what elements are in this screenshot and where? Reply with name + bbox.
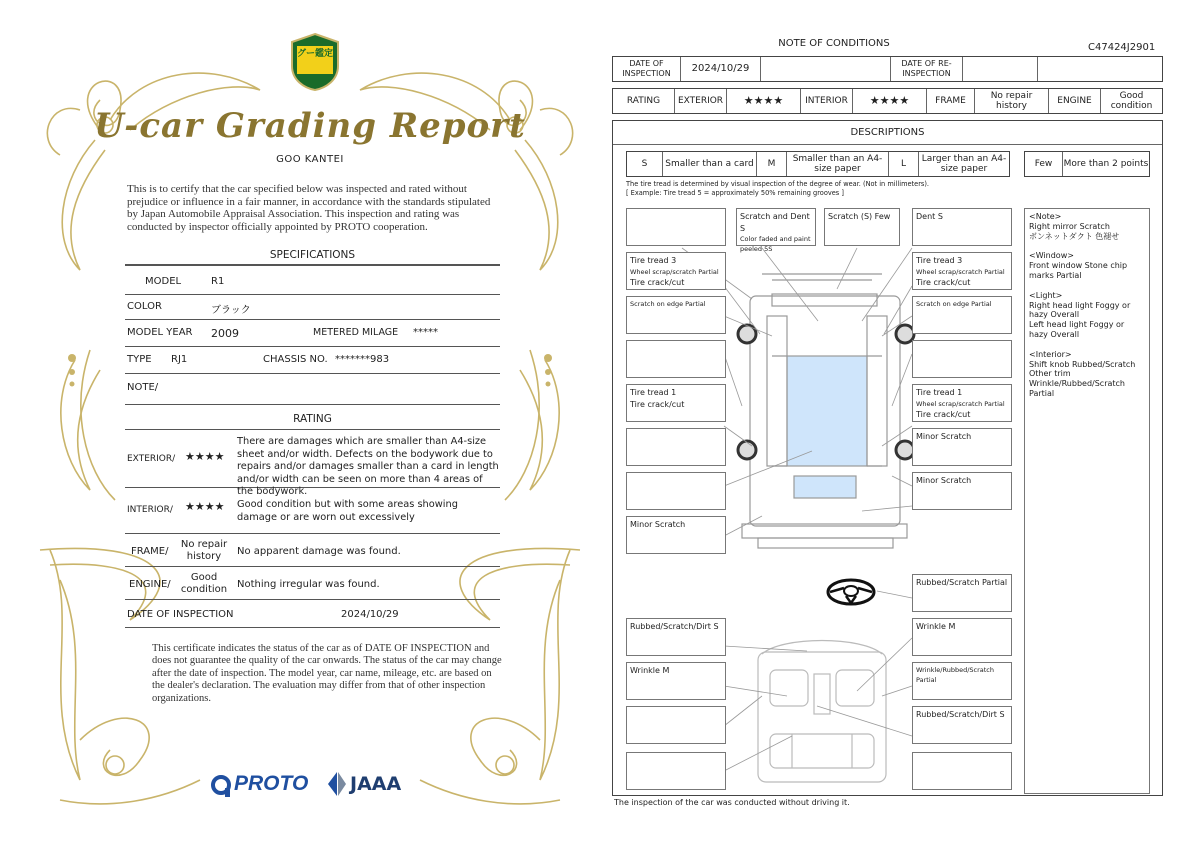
callout-text: Minor Scratch bbox=[630, 520, 686, 529]
right-callout-box-6 bbox=[912, 472, 1012, 510]
note-heading: <Interior> bbox=[1029, 349, 1072, 359]
specifications-heading: SPECIFICATIONS bbox=[269, 249, 356, 261]
engine-label: ENGINE bbox=[1049, 89, 1101, 113]
legend-key-few: Few bbox=[1025, 152, 1063, 176]
tread-note-2: [ Example: Tire tread 5 = approximately 50% remaining grooves ] bbox=[626, 189, 844, 197]
callout-text: Tire tread 3 bbox=[630, 256, 677, 265]
callout-text: Tire crack/cut bbox=[630, 399, 685, 409]
rating-row-frame bbox=[125, 538, 500, 567]
callout-box-front-center: Scratch (S) Few bbox=[824, 208, 900, 246]
callout-text: Minor Scratch bbox=[916, 476, 972, 485]
note-line: Right mirror Scratch bbox=[1029, 221, 1110, 231]
legend-text-few: More than 2 points bbox=[1063, 159, 1149, 169]
rating-row-exterior bbox=[125, 434, 500, 497]
legend-text-m: Smaller than an A4-size paper bbox=[787, 152, 889, 176]
chassis-value: *******983 bbox=[335, 354, 390, 365]
left-callout-box-11 bbox=[626, 752, 726, 790]
jaaa-logo: JAAA bbox=[350, 773, 402, 795]
callout-text: Wheel scrap/scratch Partial bbox=[916, 267, 1005, 276]
callout-text: Wrinkle M bbox=[630, 666, 670, 675]
callout-text: Minor Scratch bbox=[916, 432, 972, 441]
engine-value: Good condition bbox=[1110, 91, 1153, 111]
right-callout-box-5 bbox=[912, 428, 1012, 466]
callout-text: Wheel scrap/scratch Partial bbox=[916, 399, 1005, 408]
sheet-code: C47424J2901 bbox=[1088, 42, 1156, 53]
callout-text: Rubbed/Scratch Partial bbox=[916, 578, 1008, 587]
note-line: ボンネットダクト 色褪せ bbox=[1029, 231, 1120, 241]
legend-key-s: S bbox=[627, 152, 663, 176]
metered-mileage-value: ***** bbox=[413, 327, 438, 338]
left-callout-box-6 bbox=[626, 472, 726, 510]
callout-box-top-left bbox=[626, 208, 726, 246]
rating-row-interior bbox=[125, 492, 500, 534]
callout-text: Tire crack/cut bbox=[630, 277, 685, 287]
frame-description: No apparent damage was found. bbox=[237, 546, 401, 557]
left-callout-box-3 bbox=[626, 340, 726, 378]
left-callout-box-2 bbox=[626, 296, 726, 334]
proto-logo-icon bbox=[210, 774, 236, 798]
exterior-label: EXTERIOR/ bbox=[127, 454, 176, 464]
date-value: 2024/10/29 bbox=[341, 609, 399, 620]
sheet-title: NOTE OF CONDITIONS bbox=[778, 38, 890, 49]
note-group bbox=[1029, 251, 1145, 280]
left-callout-box-9 bbox=[626, 662, 726, 700]
certificate-disclaimer: This certificate indicates the status of the car as of DATE OF INSPECTION and does not guarantee the quality of the car onwards. The status of the car may change after the date of inspection. The model year, car name, mileage, etc. are based on the dealer's declaration. The evaluation may differ from that of other inspection organizations. bbox=[152, 643, 502, 704]
rating-heading: RATING bbox=[293, 413, 332, 425]
callout-text: Tire tread 1 bbox=[630, 388, 677, 397]
certification-statement: This is to certify that the car specified below was inspected and rated without prejudice or influence in a fair manner, in accordance with the standards stipulated by Japan Automobile Appraisal Association. This inspection and rating was conducted by inspector officially appointed by PROTO cooperation. bbox=[127, 183, 491, 233]
interior-label: INTERIOR/ bbox=[127, 505, 173, 515]
tread-note-1: The tire tread is determined by visual inspection of the degree of wear. (Not in millimeters). bbox=[626, 180, 930, 188]
note-line: Wrinkle/Rubbed/Scratch Partial bbox=[1029, 379, 1125, 398]
notes-list bbox=[1029, 212, 1145, 399]
goo-kantei-badge-logo bbox=[288, 32, 342, 92]
legend-key-l: L bbox=[889, 152, 919, 176]
spec-row-color bbox=[125, 298, 500, 320]
callout-text: Wheel scrap/scratch Partial bbox=[630, 267, 719, 276]
callout-text: Scratch on edge Partial bbox=[630, 300, 706, 308]
frame-label: FRAME bbox=[927, 89, 975, 113]
callout-text: Rubbed/Scratch/Dirt S bbox=[630, 622, 719, 631]
reinspection-label: DATE OF RE-INSPECTION bbox=[891, 57, 963, 81]
frame-value: No repair history bbox=[180, 539, 228, 562]
spec-row-model bbox=[125, 273, 500, 295]
left-callout-box-5 bbox=[626, 428, 726, 466]
callout-text: Wrinkle/Rubbed/Scratch Partial bbox=[916, 666, 994, 684]
color-value: ブラック bbox=[211, 305, 251, 316]
descriptions-heading: DESCRIPTIONS bbox=[613, 121, 1162, 145]
report-subtitle: GOO KANTEI bbox=[276, 154, 344, 165]
callout-text: Tire crack/cut bbox=[916, 409, 971, 419]
note-label: NOTE/ bbox=[127, 382, 159, 393]
callout-text: Tire crack/cut bbox=[916, 277, 971, 287]
right-callout-box-7 bbox=[912, 574, 1012, 612]
note-heading: <Note> bbox=[1029, 212, 1062, 221]
callout-text: Scratch on edge Partial bbox=[916, 300, 992, 308]
metered-mileage-label: METERED MILAGE bbox=[313, 327, 399, 338]
frame-value: No repair history bbox=[975, 89, 1049, 113]
exterior-stars: ★★★★ bbox=[727, 89, 801, 113]
callout-text: Rubbed/Scratch/Dirt S bbox=[916, 710, 1005, 719]
right-callout-box-8 bbox=[912, 618, 1012, 656]
note-line: Right head light Foggy or hazy Overall bbox=[1029, 300, 1131, 320]
legend-text-l: Larger than an A4-size paper bbox=[921, 154, 1007, 174]
date-of-inspection-value: 2024/10/29 bbox=[681, 57, 761, 81]
exterior-stars: ★★★★ bbox=[185, 450, 225, 463]
engine-description: Nothing irregular was found. bbox=[237, 579, 380, 590]
model-year-value: 2009 bbox=[211, 327, 239, 340]
right-callout-box-11 bbox=[912, 752, 1012, 790]
right-callout-box-9 bbox=[912, 662, 1012, 700]
note-group bbox=[1029, 212, 1145, 241]
left-callout-box-8 bbox=[626, 618, 726, 656]
chassis-label: CHASSIS NO. bbox=[263, 354, 328, 365]
interior-stars: ★★★★ bbox=[185, 500, 225, 513]
rating-label: RATING bbox=[613, 89, 675, 113]
right-callout-box-3 bbox=[912, 340, 1012, 378]
note-group bbox=[1029, 350, 1145, 399]
logos-area bbox=[210, 770, 440, 800]
right-callout-box-1 bbox=[912, 252, 1012, 290]
proto-logo: PROTO bbox=[234, 772, 309, 795]
date-of-inspection-label: DATE OF INSPECTION bbox=[613, 57, 681, 81]
callout-text: Wrinkle M bbox=[916, 622, 956, 631]
callout-box-front-left: Scratch and Dent S Color faded and paint peeled 5S bbox=[736, 208, 816, 246]
note-line: Shift knob Rubbed/Scratch Other trim bbox=[1029, 359, 1136, 379]
exterior-label: EXTERIOR bbox=[675, 89, 727, 113]
model-label: MODEL bbox=[145, 276, 182, 287]
interior-description: Good condition but with some areas showing damage or are worn out excessively bbox=[237, 499, 458, 523]
engine-label: ENGINE/ bbox=[129, 579, 171, 590]
type-label: TYPE bbox=[127, 354, 152, 365]
notes-panel bbox=[1024, 208, 1150, 794]
callout-text: Tire tread 1 bbox=[916, 388, 963, 397]
rating-row-engine bbox=[125, 571, 500, 600]
frame-label: FRAME/ bbox=[131, 546, 169, 557]
color-label: COLOR bbox=[127, 301, 162, 312]
left-callout-box-10 bbox=[626, 706, 726, 744]
callout-box-front-right: Dent S bbox=[912, 208, 1012, 246]
date-label: DATE OF INSPECTION bbox=[127, 609, 234, 620]
right-callout-box-10 bbox=[912, 706, 1012, 744]
note-of-conditions-sheet bbox=[612, 36, 1164, 816]
exterior-description: There are damages which are smaller than A4-size sheet and/or width. Defects on the bodywork due to repairs and/or damages smaller than a card in length and/or width can be seen on more than 4 areas of the bodywork. bbox=[237, 436, 499, 497]
legend-text-s: Smaller than a card bbox=[663, 152, 757, 176]
model-value: R1 bbox=[211, 276, 225, 287]
left-callout-box-7 bbox=[626, 516, 726, 554]
grading-certificate bbox=[20, 20, 600, 830]
note-heading: <Light> bbox=[1029, 290, 1063, 300]
type-value: RJ1 bbox=[171, 354, 188, 365]
spec-row-type-chassis bbox=[125, 350, 500, 374]
callout-text: Tire tread 3 bbox=[916, 256, 963, 265]
interior-stars: ★★★★ bbox=[853, 89, 927, 113]
report-title: U-car Grading Report bbox=[94, 106, 526, 146]
note-heading: <Window> bbox=[1029, 251, 1074, 261]
engine-value: Good condition bbox=[180, 572, 228, 595]
badge-text: グー鑑定 bbox=[296, 49, 333, 59]
spec-row-year-mileage bbox=[125, 323, 500, 347]
right-callout-box-4 bbox=[912, 384, 1012, 422]
left-callout-box-1 bbox=[626, 252, 726, 290]
legend-key-m: M bbox=[757, 152, 787, 176]
note-group bbox=[1029, 291, 1145, 340]
note-line: Front window Stone chip marks Partial bbox=[1029, 261, 1128, 280]
interior-label: INTERIOR bbox=[801, 89, 853, 113]
spec-row-note bbox=[125, 377, 500, 405]
note-line: Left head light Foggy or hazy Overall bbox=[1029, 320, 1125, 339]
sheet-footer: The inspection of the car was conducted without driving it. bbox=[614, 798, 850, 807]
model-year-label: MODEL YEAR bbox=[127, 327, 193, 338]
jaaa-logo-icon bbox=[326, 770, 348, 798]
date-of-inspection-row bbox=[125, 604, 500, 628]
right-callout-box-2 bbox=[912, 296, 1012, 334]
left-callout-box-4 bbox=[626, 384, 726, 422]
